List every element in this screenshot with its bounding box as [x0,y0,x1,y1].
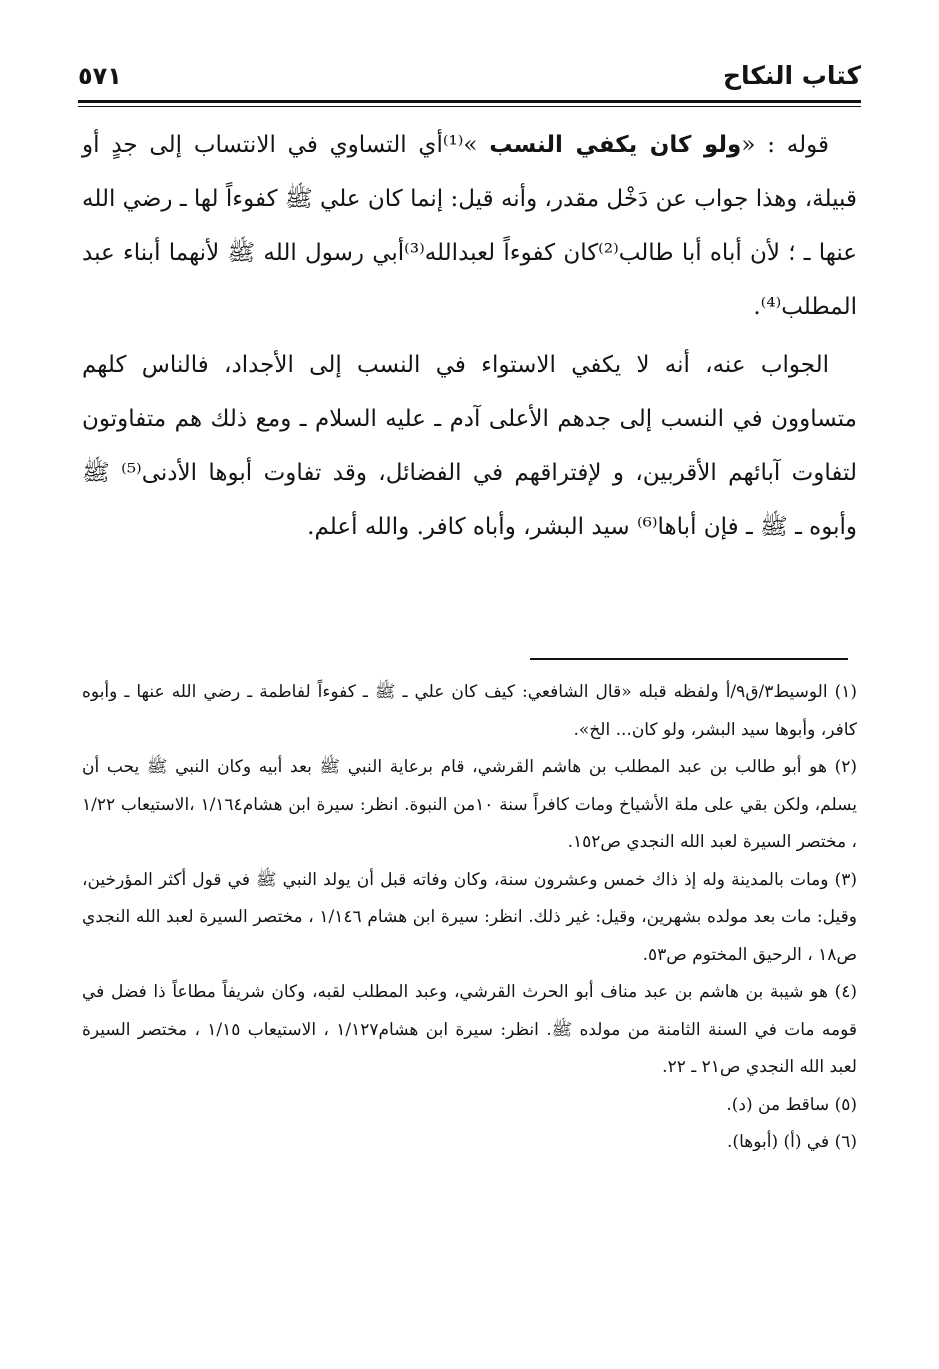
paragraph-1-lead: قوله : « [741,132,829,158]
footnote-6: (٦) في (أ) (أبوها). [727,1132,857,1152]
paragraph-2: الجواب عنه، أنه لا يكفي الاستواء في النسب إلى الأجداد، فالناس كلهم متساوون في النسب إلى جدهم الأعلى آدم ـ عليه السلام ـ ومع ذلك هم متفاوتون لتفاوت آبائهم الأقربين، و لإفتراقهم في الفضائل، وقد تفاوت أبوها الأدنى⁽⁵⁾ ﷺ وأبوه ـ ﷺ ـ فإن أباها⁽⁶⁾ سيد البشر، وأباه كافر. والله أعلم. [82,352,857,540]
footnote-2: (٢) هو أبو طالب بن عبد المطلب بن هاشم القرشي، قام برعاية النبي ﷺ بعد أبيه وكان النبي ﷺ يحب أن يسلم، ولكن بقي على ملة الأشياخ ومات كافراً سنة ١٠من النبوة. انظر: سيرة ابن هشام١/١٦٤ ،الاستيعاب ١/٢٢ ، مختصر السيرة لعبد الله النجدي ص١٥٢. [82,757,857,852]
footnote-3: (٣) ومات بالمدينة وله إذ ذاك خمس وعشرون سنة، وكان وفاته قبل أن يولد النبي ﷺ في قول أكثر المؤرخين، وقيل: مات بعد مولده بشهرين، وقيل: غير ذلك. انظر: سيرة ابن هشام ١/١٤٦ ، مختصر السيرة لعبد الله النجدي ص١٨ ، الرحيق المختوم ص٥٣. [82,869,858,965]
footnote-4: (٤) هو شيبة بن هاشم بن عبد مناف أبو الحرث القرشي، وعبد المطلب لقبه، وكان شريفاً مطاعاً ذا فضل في قومه مات في السنة الثامنة من مولده ﷺ. انظر: سيرة ابن هشام١/١٢٧ ، الاستيعاب ١/١٥ ، مختصر السيرة لعبد الله النجدي ص٢١ ـ ٢٢. [82,982,857,1077]
footnote-separator [530,658,848,660]
chapter-title: كتاب النكاح [722,61,861,90]
page-number: ٥٧١ [78,62,122,90]
header-rule-thin [78,106,861,107]
running-header [78,58,861,98]
paragraph-1 [82,118,857,334]
header-rule-thick [78,100,861,103]
footnote-5: (٥) ساقط من (د). [726,1094,857,1115]
paragraph-1-rest: »⁽¹⁾أي التساوي في الانتساب إلى جدٍ أو قبيلة، وهذا جواب عن دَخْل مقدر، وأنه قيل: إنما كان علي ﷺ كفوءاً لها ـ رضي الله عنها ـ ؛ لأن أباه أبا طالب⁽²⁾كان كفوءاً لعبدالله⁽³⁾أبي رسول الله ﷺ لأنهما أبناء عبد المطلب⁽⁴⁾. [82,132,858,320]
footnote-1: (١) الوسيط٣/ق٩/أ ولفظه قبله «قال الشافعي: كيف كان علي ـ ﷺ ـ كفوءاً لفاطمة ـ رضي الله عنها ـ وأبوه كافر، وأبوها سيد البشر، ولو كان... الخ». [82,682,858,740]
main-text [82,118,857,554]
quoted-phrase: ولو كان يكفي النسب [489,132,742,158]
footnotes [82,674,857,1162]
